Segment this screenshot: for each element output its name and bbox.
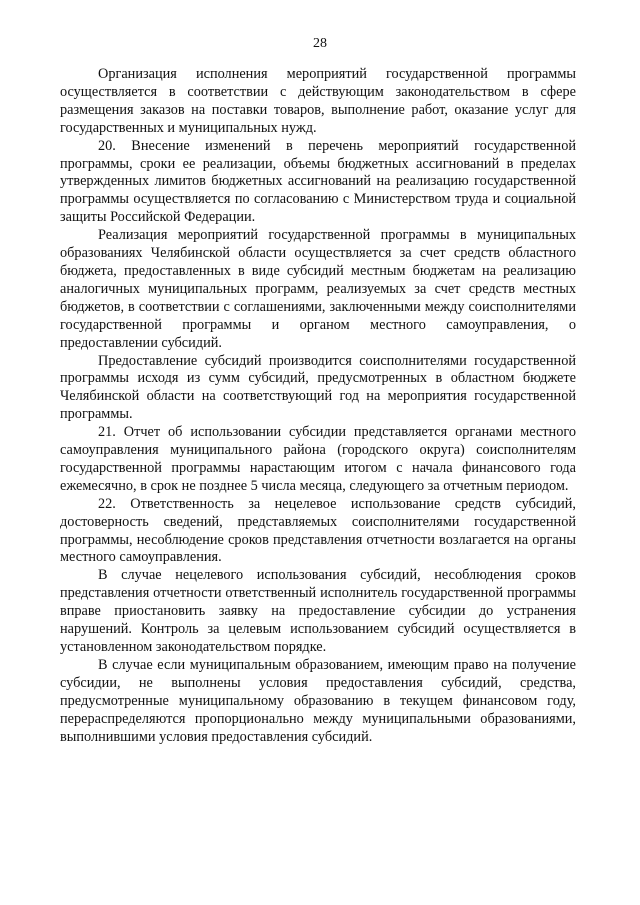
paragraph-subsidy-provision: Предоставление субсидий производится соисполнителями государственной программы исходя из сумм субсидий, предусмотренных в областном бюджете Челябинской области на соответствующий год на мероприятия государственной программы. — [60, 352, 576, 423]
paragraph-22-responsibility: 22. Ответственность за нецелевое использование средств субсидий, достоверность сведений, представляемых соисполнителями государственной программы, несоблюдение сроков представления отчетности возлагается на органы местного самоуправления. — [60, 495, 576, 566]
paragraph-procurement: Организация исполнения мероприятий государственной программы осуществляется в соответствии с действующим законодательством в сфере размещения заказов на поставки товаров, выполнение работ, оказание услуг для государственных и муниципальных нужд. — [60, 66, 576, 136]
paragraph-21-report: 21. Отчет об использовании субсидии представляется органами местного самоуправления муниципального района (городского округа) соисполнителям государственной программы нарастающим итогом с начала финансового года ежемесячно, в срок не позднее 5 числа месяца, следующего за отчетным периодом. — [60, 424, 576, 494]
paragraph-misuse-case: В случае нецелевого использования субсидий, несоблюдения сроков представления отчетности ответственный исполнитель государственной программы вправе приостановить заявку на предоставление субсидии до устранения нарушений. Контроль за целевым использованием субсидий осуществляется в установленном законодательством порядке. — [60, 567, 576, 655]
paragraph-redistribution: В случае если муниципальным образованием, имеющим право на получение субсидии, не выполнены условия предоставления субсидий, средства, предусмотренные муниципальному образованию в текущем финансовом году, перераспределяются пропорционально между муниципальными образованиями, выполнившими условия предоставления субсидий. — [60, 656, 576, 745]
document-body — [60, 66, 576, 746]
page-number: 28 — [313, 36, 327, 51]
paragraph-20-changes: 20. Внесение изменений в перечень мероприятий государственной программы, сроки ее реализации, объемы бюджетных ассигнований в пределах утвержденных лимитов бюджетных ассигнований на реализацию государственной программы осуществляется по согласованию с Министерством труда и социальной защиты Российской Федерации. — [60, 137, 576, 226]
paragraph-implementation-municipal: Реализация мероприятий государственной программы в муниципальных образованиях Челябинской области осуществляется за счет средств областного бюджета, предоставленных в виде субсидий местным бюджетам на реализацию аналогичных муниципальных программ, реализуемых за счет средств местных бюджетов, в соответствии с соглашениями, заключенными между соисполнителями государственной программы и органом местного самоуправления, о предоставлении субсидий. — [60, 227, 576, 351]
